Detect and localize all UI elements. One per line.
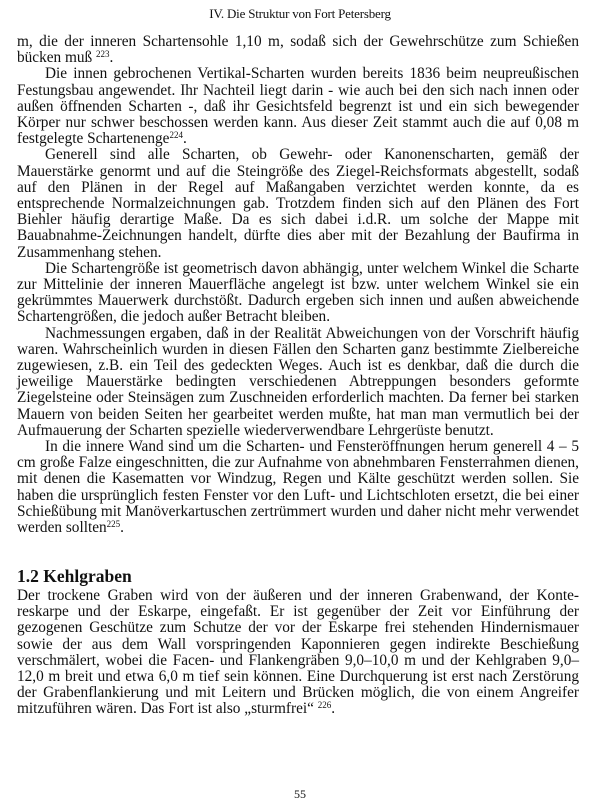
section-body [17,588,579,718]
footnote-ref: 223 [96,49,110,60]
footnote-ref: 226 [317,700,332,711]
paragraph-text: m, die der inneren Schartensohle 1,10 m, sodaß sich der Gewehrschütze zum Schießen bücken muß [17,33,579,67]
punctuation: . [120,519,124,537]
paragraph-4 [17,261,579,326]
paragraph-text: Die innen gebrochenen Vertikal-Scharten wurden bereits 1836 beim neupreußischen Festungsbau angewendet. Ihr Nachteil liegt darin - wie auch bei den sich nach innen oder außen öffnenden Scharten -, daß ihr Gesichtsfeld begrenzt ist und ein sich bewegender Körper nur schwer beschossen werden kann. Aus dieser Zeit stammt auch die auf 0,08 m festgelegte Schartenenge [17,65,579,148]
paragraph-3 [17,147,579,260]
section-heading: 1.2 Kehlgraben [17,566,132,586]
paragraph-5 [17,326,579,439]
paragraph-text: Die Schartengröße ist geometrisch davon abhängig, unter welchem Winkel die Scharte zur Mittelinie der inneren Mauerfläche angelegt ist bzw. unter welchem Winkel sie ein gekrümmtes Mauerwerk durchstößt. Dadurch ergeben sich innen und außen abweichende Schartengrößen, die jedoch außer Betracht bleiben. [17,259,579,326]
section-paragraph [17,588,579,718]
running-header: IV. Die Struktur von Fort Petersberg [209,6,391,21]
paragraph-text: In die innere Wand sind um die Scharten- und Fensteröffnungen herum generell 4 – 5 cm große Falze eingeschnitten, die zur Aufnahme von abnehmbaren Fensterrahmen dienen, mit denen die Kasematten vor Windzug, Regen und Kälte geschützt werden sollen. Sie haben die ursprünglich festen Fenster vor den Luft- und Lichtschloten ersetzt, die bei einer Schießübung mit Manöverkartuschen zertrümmert wurden und daher nicht mehr verwendet werden sollten [17,438,579,537]
paragraph-text: Nachmessungen ergaben, daß in der Realität Abweichungen von der Vorschrift häufig waren. Wahrscheinlich wurden in diesen Fällen den Scharten ganz bestimmte Zielbereiche zugewiesen, z.B. ein Teil des gedeckten Weges. Auch ist es denkbar, daß die durch die jeweilige Mauerstärke bedingten verschiedenen Abtreppungen besonders geformte Ziegelsteine oder Steinsägen zum Zuschneiden erforderlich machten. Da ferner bei starken Mauern von beiden Seiten her gearbeitet werden mußte, hat man man vermutlich bei der Aufmauerung der Scharten spezielle wiederverwendbare Lehrgerüste benutzt. [17,324,579,439]
punctuation: . [109,49,114,67]
page-number: 55 [294,787,306,801]
paragraph-6 [17,439,579,536]
punctuation: . [331,700,336,718]
paragraph-1 [17,34,579,66]
body-text [17,34,579,536]
footnote-ref: 224 [169,130,183,141]
paragraph-2 [17,66,579,147]
footnote-ref: 225 [106,519,121,530]
punctuation: . [182,130,187,148]
paragraph-text: Der trockene Graben wird von der äußeren und der inneren Grabenwand, der Kontereskarpe und der Eskarpe, eingefaßt. Er ist gegenüber der Zeit vor Einführung der gezogenen Geschütze zum Schutze der vor der Eskarpe frei stehenden Hindernismauer sowie der aus dem Wall vorspringenden Kaponnieren gegen indirekte Beschießung verschmälert, wobei die Facen- und Flankengräben 9,0–10,0 m und der Kehlgraben 9,0–12,0 m breit und etwa 6,0 m tief sein können. Eine Durchquerung ist erst nach Zerstörung der Grabenflankierung und mit Leitern und Brücken möglich, die von einem Angreifer mitzuführen wären. Das Fort ist also „sturmfrei“ [17,587,579,718]
paragraph-text: Generell sind alle Scharten, ob Gewehr- oder Kanonenscharten, gemäß der Mauerstärke genormt und auf die Steingröße des Ziegel-Reichsformats abgestellt, sodaß auf den Plänen in der Regel auf Maßangaben verzichtet werden konnte, da es entsprechende Normalzeichnungen gab. Trotzdem finden sich auf den Plänen des Fort Biehler häufig derartige Maße. Da es sich dabei i.d.R. um solche der Mappe mit Bauabnahme-Zeichnungen handelt, dürfte dies aber mit der Bezahlung der Baufirma in Zusammenhang stehen. [17,146,579,261]
